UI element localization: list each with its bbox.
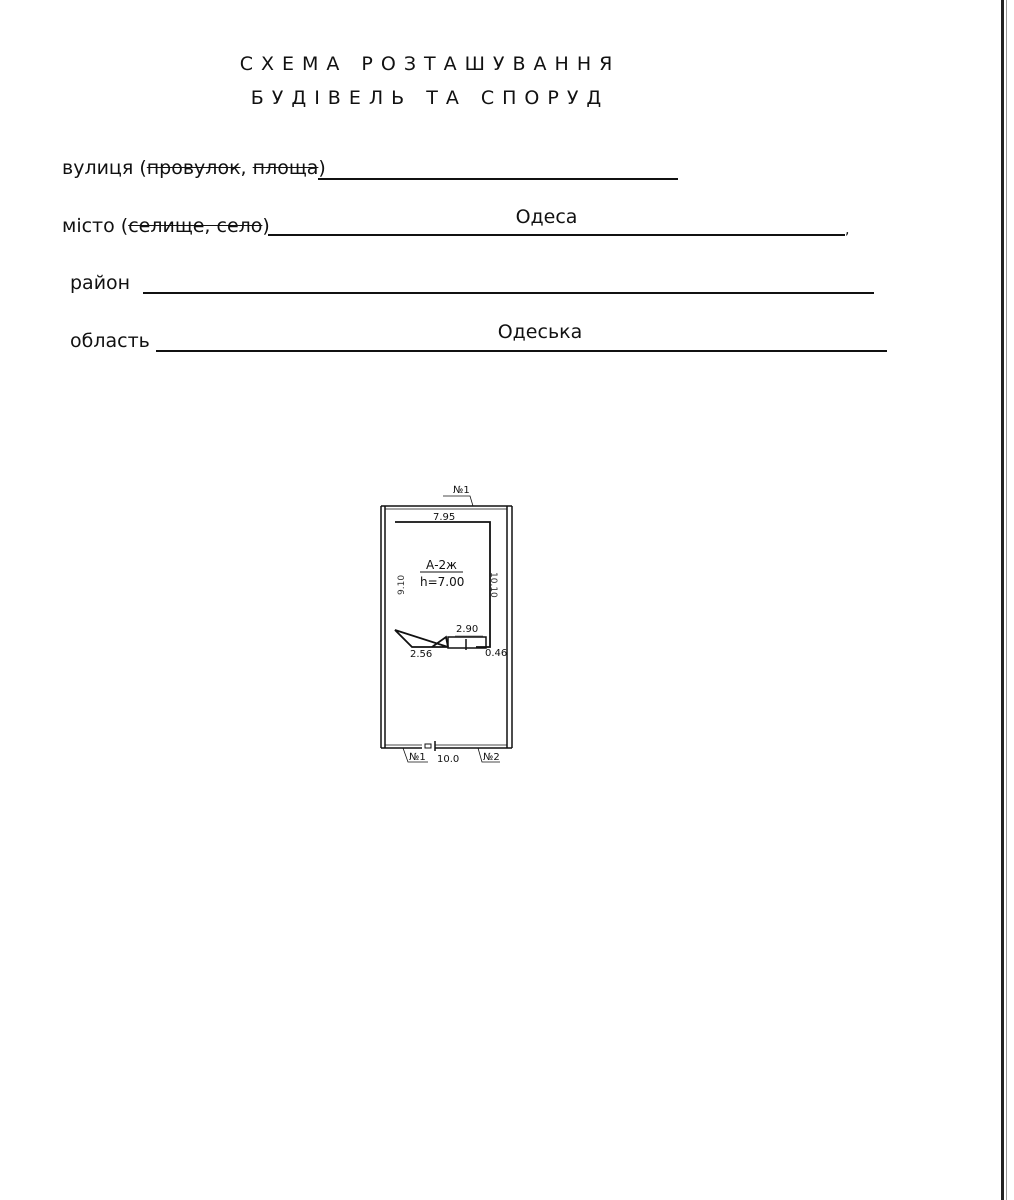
building-height: h=7.00: [420, 575, 465, 589]
region-value: Одеська: [497, 321, 583, 343]
page-edge-rule: [1001, 0, 1004, 1200]
city-label-strike-village: селище, село: [128, 215, 263, 237]
document-title-line2: БУДІВЕЛЬ ТА СПОРУД: [250, 87, 610, 109]
street-label-strike-lane: провулок: [146, 157, 241, 179]
city-underline: [268, 234, 845, 236]
city-comma: ,: [845, 222, 850, 238]
dim-right: 10.10: [488, 572, 498, 598]
site-plan: [360, 475, 540, 775]
dim-left: 9.10: [397, 574, 407, 595]
street-underline: [318, 178, 678, 180]
district-underline: [143, 292, 874, 294]
building-id: А-2ж: [426, 558, 457, 572]
dim-porch: 2.90: [456, 624, 479, 635]
city-label: місто (селище, село): [62, 215, 270, 237]
street-label-strike-square: площа: [252, 157, 319, 179]
region-label: область: [70, 330, 150, 352]
gate-mark: [425, 741, 435, 751]
plan-label-bottom-left: №1: [409, 752, 426, 763]
page-edge-rule-thin: [1006, 0, 1007, 1200]
plan-label-bottom-right: №2: [483, 752, 500, 763]
city-value: Одеса: [515, 206, 578, 228]
dim-top: 7.95: [433, 512, 456, 523]
porch: [448, 636, 486, 650]
dim-plot-bottom: 10.0: [437, 754, 460, 765]
dim-bottom-left: 2.56: [410, 649, 433, 660]
region-underline: [156, 350, 887, 352]
plot-boundary: [381, 506, 512, 748]
street-label: вулиця (провулок, площа): [62, 157, 326, 179]
document-title-line1: СХЕМА РОЗТАШУВАННЯ: [239, 53, 621, 75]
plan-label-top: №1: [453, 485, 470, 496]
dim-porch-depth: 0.46: [485, 648, 508, 659]
district-label: район: [70, 272, 131, 294]
